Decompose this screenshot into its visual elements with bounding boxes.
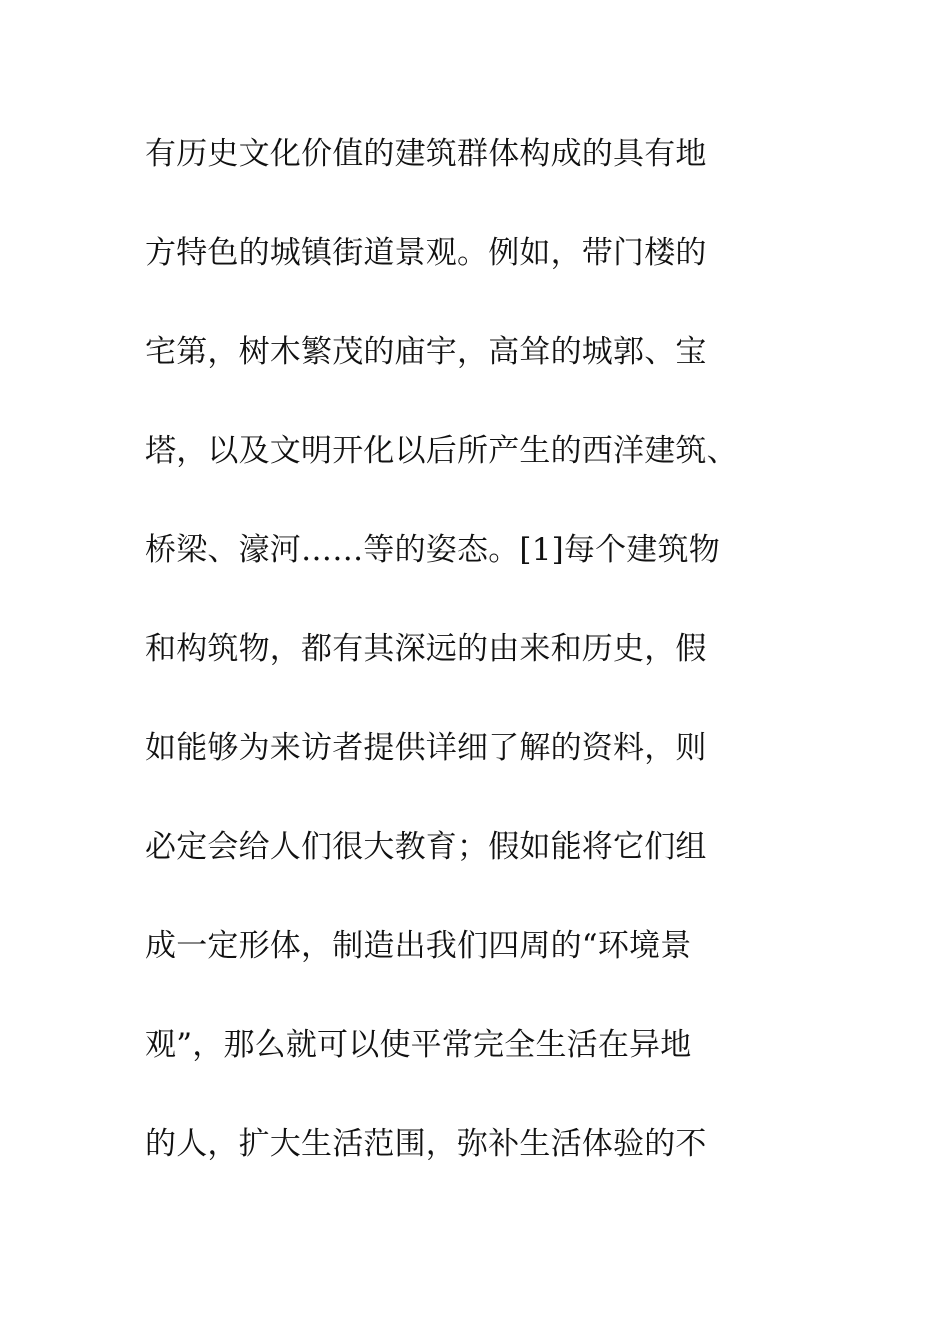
text-line-9: 成一定形体，制造出我们四周的“环境景 [145,928,692,964]
text-line-3: 宅第，树木繁茂的庙宇，高耸的城郭、宝 [145,334,707,370]
text-line-11: 的人，扩大生活范围，弥补生活体验的不 [145,1126,707,1162]
text-line-8: 必定会给人们很大教育；假如能将它们组 [145,829,707,865]
text-line-4: 塔，以及文明开化以后所产生的西洋建筑、 [145,433,738,469]
text-line-6: 和构筑物，都有其深远的由来和历史，假 [145,631,707,667]
text-line-5: 桥梁、濠河……等的姿态。[1]每个建筑物 [145,532,720,568]
text-line-2: 方特色的城镇街道景观。例如，带门楼的 [145,235,707,271]
text-line-1: 有历史文化价值的建筑群体构成的具有地 [145,136,707,172]
body-text [145,126,845,1215]
text-line-7: 如能够为来访者提供详细了解的资料，则 [145,730,707,766]
text-line-10: 观”，那么就可以使平常完全生活在异地 [145,1027,692,1063]
